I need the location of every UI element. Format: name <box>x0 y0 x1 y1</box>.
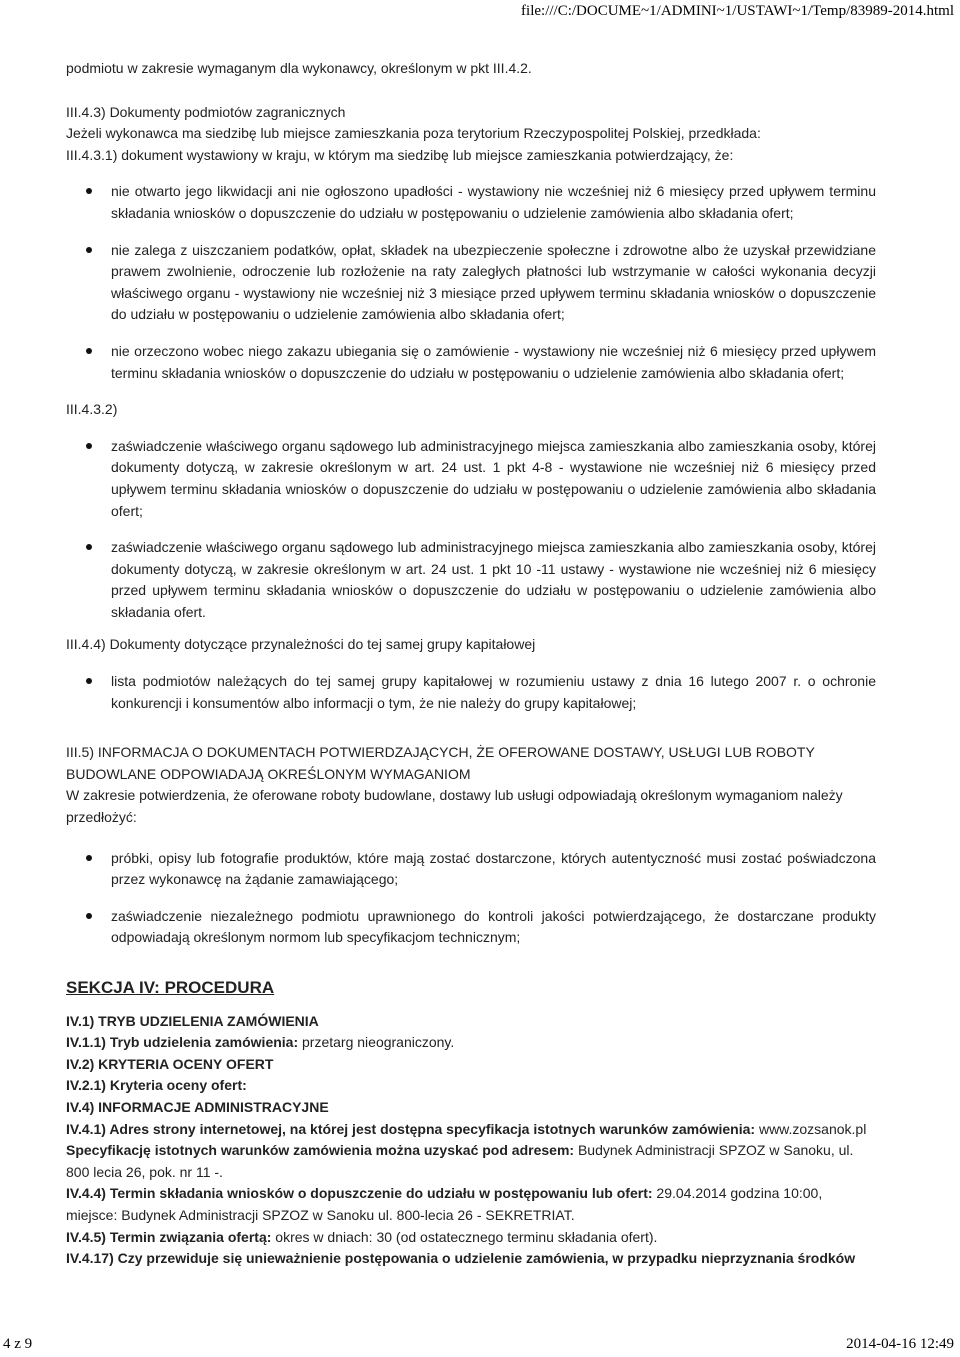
iv21-label: IV.2.1) Kryteria oceny ofert: <box>66 1077 247 1094</box>
iv11-label: IV.1.1) Tryb udzielenia zamówienia: <box>66 1034 299 1051</box>
list-item: zaświadczenie właściwego organu sądowego lub administracyjnego miejsca zamieszkania albo zamieszkania osoby, której dokumenty dotyczą, w zakresie określonym w art. 24 ust. 1 pkt 4-8 - wystawione nie wcześniej niż 6 miesięcy przed upływem terminu składania wniosków o dopuszczenie do udziału w postępowaniu o udzielenie zamówienia albo składania ofert; <box>90 436 876 522</box>
doc-3-1-label: III.4.3.1) dokument wystawiony w kraju, w którym ma siedzibę lub miejsce zamieszkania potwierdzający, że: <box>66 146 734 163</box>
list-item: zaświadczenie właściwego organu sądowego lub administracyjnego miejsca zamieszkania albo zamieszkania osoby, której dokumenty dotyczą, w zakresie określonym w art. 24 ust. 1 pkt 10 -11 ustawy - wystawione nie wcześniej niż 6 miesięcy przed upływem terminu składania wniosków o dopuszczenie do udziału w postępowaniu o udzielenie zamówienia albo składania ofert. <box>90 537 876 623</box>
iv1-heading: IV.1) TRYB UDZIELENIA ZAMÓWIENIA <box>66 1012 319 1029</box>
print-datetime: 2014-04-16 12:49 <box>846 1336 954 1352</box>
page-number: 4 z 9 <box>3 1336 33 1352</box>
list-item: próbki, opisy lub fotografie produktów, które mają zostać dostarczone, których autentyczność musi zostać poświadczona przez wykonawcę na żądanie zamawiającego; <box>90 848 876 891</box>
iv11-value: przetarg nieograniczony. <box>298 1034 455 1051</box>
section-title: SEKCJA IV: PROCEDURA <box>66 978 275 997</box>
doc-3-2-label: III.4.3.2) <box>66 401 118 418</box>
doc-3-1-list <box>90 181 876 384</box>
file-path-header: file:///C:/DOCUME~1/ADMINI~1/USTAWI~1/Temp/83989-2014.html <box>521 3 954 19</box>
group-docs-list <box>90 671 876 714</box>
info-intro: W zakresie potwierdzenia, że oferowane roboty budowlane, dostawy lub usługi odpowiadają określonym wymaganiom należy przedłożyć: <box>66 787 843 826</box>
list-item: zaświadczenie niezależnego podmiotu uprawnionego do kontroli jakości potwierdzającego, że dostarczane produkty odpowiadają określonym normom lub specyfikacjom technicznym; <box>90 906 876 949</box>
spec-value: Budynek Administracji SPZOZ w Sanoku, ul. 800 lecia 26, pok. nr 11 -. <box>66 1142 854 1180</box>
procedure-block <box>66 1011 876 1270</box>
iv41-label: IV.4.1) Adres strony internetowej, na której jest dostępna specyfikacja istotnych warunków zamówienia: <box>66 1120 756 1137</box>
iv41-value: www.zozsanok.pl <box>755 1120 867 1137</box>
spec-label: Specyfikację istotnych warunków zamówienia można uzyskać pod adresem: <box>66 1142 575 1159</box>
foreign-docs-heading: III.4.3) Dokumenty podmiotów zagranicznych <box>66 103 346 120</box>
iv2-heading: IV.2) KRYTERIA OCENY OFERT <box>66 1055 274 1072</box>
iv45-label: IV.4.5) Termin związania ofertą: <box>66 1228 272 1245</box>
list-item: lista podmiotów należących do tej samej grupy kapitałowej w rozumieniu ustawy z dnia 16 lutego 2007 r. o ochronie konkurencji i konsumentów albo informacji o tym, że nie należy do grupy kapitałowej; <box>90 671 876 714</box>
info-heading: III.5) INFORMACJA O DOKUMENTACH POTWIERDZAJĄCYCH, ŻE OFEROWANE DOSTAWY, USŁUGI LUB ROBOTY BUDOWLANE ODPOWIADAJĄ OKREŚLONYM WYMAGANIOM <box>66 744 815 782</box>
list-item: nie orzeczono wobec niego zakazu ubiegania się o zamówienie - wystawiony nie wcześniej niż 6 miesięcy przed upływem terminu składania wniosków o dopuszczenie do udziału w postępowaniu o udzielenie zamówienia albo składania ofert; <box>90 341 876 384</box>
list-item: nie otwarto jego likwidacji ani nie ogłoszono upadłości - wystawiony nie wcześniej niż 6 miesięcy przed upływem terminu składania wniosków o dopuszczenie do udziału w postępowaniu o udzielenie zamówienia albo składania ofert; <box>90 181 876 224</box>
foreign-docs-intro: Jeżeli wykonawca ma siedzibę lub miejsce zamieszkania poza terytorium Rzeczypospolitej Polskiej, przedkłada: <box>66 125 761 142</box>
iv4-heading: IV.4) INFORMACJE ADMINISTRACYJNE <box>66 1098 329 1115</box>
group-docs-heading: III.4.4) Dokumenty dotyczące przynależności do tej samej grupy kapitałowej <box>66 636 536 653</box>
list-item: nie zalega z uiszczaniem podatków, opłat, składek na ubezpieczenie społeczne i zdrowotne albo że uzyskał przewidziane prawem zwolnienie, odroczenie lub rozłożenie na raty zaległych płatności lub wstrzymanie w całości wykonania decyzji właściwego organu - wystawiony nie wcześniej niż 3 miesiące przed upływem terminu składania wniosków o dopuszczenie do udziału w postępowaniu o udzielenie zamówienia albo składania ofert; <box>90 240 876 326</box>
document-body <box>66 58 876 1270</box>
info-list <box>90 848 876 949</box>
doc-3-2-list <box>90 436 876 624</box>
iv44-value: 29.04.2014 godzina 10:00, miejsce: Budynek Administracji SPZOZ w Sanoku ul. 800-lecia 26 - SEKRETRIAT. <box>66 1185 823 1223</box>
iv44-label: IV.4.4) Termin składania wniosków o dopuszczenie do udziału w postępowaniu lub ofert: <box>66 1185 653 1202</box>
continuation-text: podmiotu w zakresie wymaganym dla wykonawcy, określonym w pkt III.4.2. <box>66 60 532 76</box>
iv417-label: IV.4.17) Czy przewiduje się unieważnienie postępowania o udzielenie zamówienia, w przypadku nieprzyznania środków <box>66 1250 856 1267</box>
iv45-value: okres w dniach: 30 (od ostatecznego terminu składania ofert). <box>271 1228 658 1245</box>
